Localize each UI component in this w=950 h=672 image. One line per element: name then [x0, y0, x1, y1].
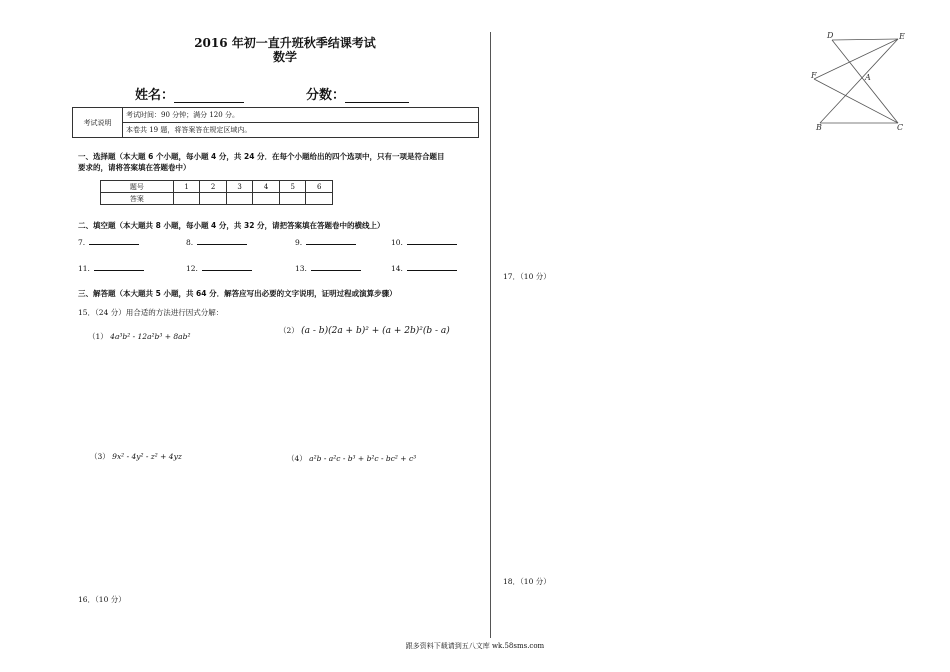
exam-info-line2: 本卷共 19 题，将答案答在规定区域内。 — [123, 123, 479, 138]
answer-table-cell: 6 — [306, 181, 333, 193]
fill-blank[interactable] — [202, 263, 252, 271]
q15-part1 — [88, 331, 190, 342]
segment-fe — [814, 39, 898, 79]
fill-item-number: 7. — [78, 238, 86, 247]
question-17: 17．（10 分） — [503, 272, 551, 281]
fill-blank[interactable] — [89, 237, 139, 245]
answer-table-cell: 1 — [173, 181, 200, 193]
fill-item-7 — [78, 237, 139, 247]
fill-blank[interactable] — [407, 263, 457, 271]
score-label: 分数： — [306, 88, 346, 103]
fill-item-number: 11. — [78, 264, 90, 273]
q15-part3 — [90, 451, 182, 462]
question-15: 15．（24 分）用合适的方法进行因式分解： — [78, 308, 224, 317]
section1-heading — [78, 151, 488, 173]
fill-item-number: 10. — [391, 238, 403, 247]
fill-item-number: 14. — [391, 264, 403, 273]
figure-label-e: E — [899, 32, 905, 41]
answer-table-cell: 3 — [226, 181, 253, 193]
figure-label-d: D — [827, 31, 834, 40]
fill-item-number: 8. — [186, 238, 194, 247]
fill-item-11 — [78, 263, 144, 273]
section1-heading-line1: 一、选择题（本大题 6 个小题，每小题 4 分，共 24 分．在每个小题给出的四个选项中，只有一项是符合题目 — [78, 152, 445, 161]
exam-subject: 数学 — [272, 50, 297, 64]
answer-blank-2[interactable] — [200, 193, 227, 205]
answer-table-cell: 答案 — [101, 193, 174, 205]
score-blank — [345, 90, 409, 103]
q15-part4-expr: a²b - a²c - b³ + b²c - bc² + c³ — [309, 454, 417, 463]
question-18: 18．（10 分） — [503, 577, 551, 586]
segment-eb — [820, 39, 898, 123]
fill-blank[interactable] — [197, 237, 247, 245]
fill-item-8 — [186, 237, 247, 247]
name-label: 姓名： — [135, 88, 175, 103]
figure-label-a: A — [865, 73, 871, 82]
answer-table-answer-row — [101, 193, 333, 205]
answer-table-cell: 5 — [279, 181, 306, 193]
geometry-figure — [805, 26, 920, 134]
answer-blank-6[interactable] — [306, 193, 333, 205]
fill-item-12 — [186, 263, 252, 273]
fill-item-10 — [391, 237, 457, 247]
answer-table-cell: 题号 — [101, 181, 174, 193]
score-field — [306, 84, 409, 103]
name-field — [135, 84, 244, 103]
segment-de — [832, 39, 898, 40]
fill-item-9 — [295, 237, 356, 247]
figure-label-b: B — [816, 123, 822, 132]
answer-blank-4[interactable] — [253, 193, 280, 205]
figure-label-c: C — [897, 123, 904, 132]
fill-item-number: 12. — [186, 264, 198, 273]
fill-blank[interactable] — [311, 263, 361, 271]
section3-heading: 三、解答题（本大题共 5 小题，共 64 分．解答应写出必要的文字说明，证明过程或演算步骤） — [78, 289, 397, 298]
answer-blank-3[interactable] — [226, 193, 253, 205]
answer-table — [100, 180, 333, 205]
exam-info-label: 考试说明 — [73, 108, 123, 138]
q15-part2-label: （2） — [279, 326, 299, 335]
answer-table-header-row — [101, 181, 333, 193]
fill-item-number: 13. — [295, 264, 307, 273]
question-16: 16．（10 分） — [78, 595, 126, 604]
q15-part2 — [279, 325, 450, 336]
q15-part1-label: （1） — [88, 332, 108, 341]
page-footer: 跟多资料下载请到五八文库 wk.58sms.com — [405, 642, 545, 650]
answer-blank-5[interactable] — [279, 193, 306, 205]
section1-heading-line2: 要求的，请将答案填在答题卷中） — [78, 163, 191, 172]
column-divider — [490, 32, 491, 638]
exam-info-table — [72, 107, 479, 138]
answer-table-cell: 2 — [200, 181, 227, 193]
fill-item-number: 9. — [295, 238, 303, 247]
section2-heading: 二、填空题（本大题共 8 小题，每小题 4 分，共 32 分，请把答案填在答题卷中的横线上） — [78, 221, 385, 230]
fill-blank[interactable] — [306, 237, 356, 245]
answer-table-cell: 4 — [253, 181, 280, 193]
q15-part3-label: （3） — [90, 452, 110, 461]
answer-blank-1[interactable] — [173, 193, 200, 205]
figure-label-f: F — [811, 71, 817, 80]
q15-part4 — [287, 453, 416, 464]
exam-info-line1: 考试时间：90 分钟；满分 120 分。 — [123, 108, 479, 123]
q15-part4-label: （4） — [287, 454, 307, 463]
fill-blank[interactable] — [94, 263, 144, 271]
fill-item-14 — [391, 263, 457, 273]
q15-part1-expr: 4a³b² - 12a²b³ + 8ab² — [110, 332, 191, 341]
q15-part2-expr: (a - b)(2a + b)² + (a + 2b)²(b - a) — [301, 326, 450, 336]
fill-item-13 — [295, 263, 361, 273]
q15-part3-expr: 9x² - 4y² - z² + 4yz — [112, 452, 182, 461]
name-blank — [174, 90, 244, 103]
exam-title: 2016 年初一直升班秋季结课考试 — [194, 36, 376, 50]
fill-blank[interactable] — [407, 237, 457, 245]
